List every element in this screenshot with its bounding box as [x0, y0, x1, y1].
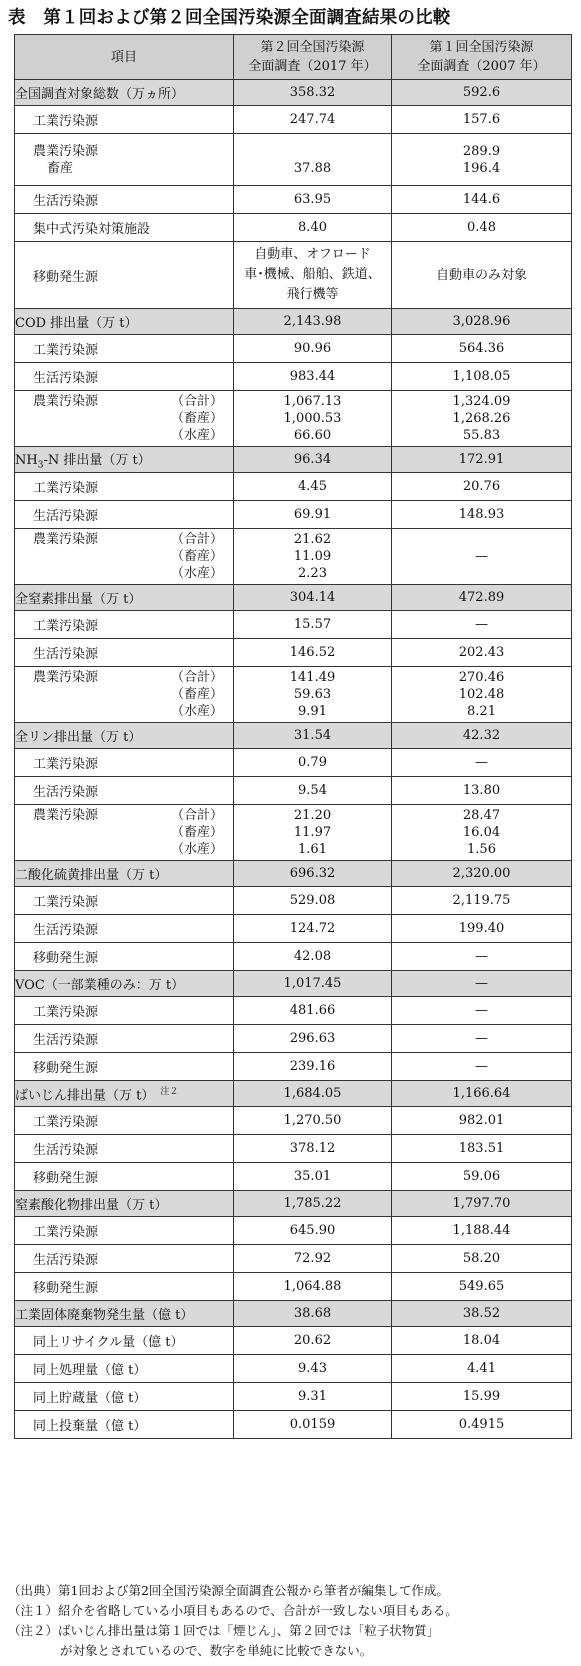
value-2007: 15.99: [392, 1383, 572, 1411]
value-2017: 358.32: [234, 80, 392, 106]
value-2007: 1,797.70: [392, 1191, 572, 1217]
value-2017: 2,143.98: [234, 309, 392, 335]
note-source: （出典）第1回および第2回全国汚染源全面調査公報から筆者が編集して作成。: [8, 1583, 449, 1598]
row-label-group: [33, 531, 233, 582]
footnotes: [8, 1581, 574, 1661]
value-2017: 90.96: [234, 335, 392, 363]
value-2007: 38.52: [392, 1301, 572, 1327]
value-2017-line: [234, 143, 391, 160]
value-2017: 9.31: [234, 1383, 392, 1411]
header-item: 項目: [15, 35, 234, 80]
category-label-part: -N 排出量（万 t）: [43, 452, 151, 468]
value-2007: 202.43: [392, 639, 572, 667]
page-title: 表 第１回および第２回全国汚染源全面調査結果の比較: [8, 8, 451, 28]
row-label: 生活汚染源: [15, 186, 234, 214]
category-label-text: 窒素酸化物排出量（万 t）: [15, 1198, 168, 1213]
breakdown-label: （合計）: [170, 532, 223, 547]
row-label-line: 畜産: [47, 160, 74, 176]
row-label: 生活汚染源: [15, 777, 234, 805]
row-label: [15, 667, 234, 723]
table-row: [15, 887, 572, 915]
value-2007: [392, 667, 572, 723]
value-2007: 564.36: [392, 335, 572, 363]
breakdown-label: （畜産）: [170, 549, 223, 564]
row-label-group: [33, 807, 233, 858]
row-label-text: 農業汚染源: [33, 670, 99, 685]
value-2017-line: 141.49: [289, 670, 336, 685]
row-label: 生活汚染源: [15, 915, 234, 943]
value-2017: 0.0159: [234, 1411, 392, 1439]
value-2007: 148.93: [392, 501, 572, 529]
value-2017: 1,270.50: [234, 1107, 392, 1135]
table-row: [15, 186, 572, 214]
table-row: [15, 639, 572, 667]
table-row: [15, 805, 572, 861]
table-row: [15, 1383, 572, 1411]
value-2007: 157.6: [392, 106, 572, 134]
table-row: [15, 1107, 572, 1135]
value-2017: 69.91: [234, 501, 392, 529]
table-row: [15, 611, 572, 639]
value-2017: 1,684.05: [234, 1081, 392, 1107]
header-survey-2007-line2: 全面調査（2007 年）: [417, 59, 546, 74]
value-2007: 58.20: [392, 1245, 572, 1273]
breakdown-label: （畜産）: [170, 687, 223, 702]
value-2017-line: 66.60: [293, 428, 332, 443]
row-label: 集中式汚染対策施設: [15, 214, 234, 242]
note-2-continued: が対象とされているので、数字を単純に比較できない。: [60, 1643, 373, 1658]
category-label-text: VOC（一部業種のみ：万 t）: [15, 978, 185, 993]
row-label: 工業汚染源: [15, 749, 234, 777]
row-label: [15, 391, 234, 447]
value-2007: —: [392, 1025, 572, 1053]
row-label: 移動発生源: [15, 242, 234, 309]
value-2007: —: [392, 1053, 572, 1081]
category-label: [15, 1191, 234, 1217]
category-label: [15, 971, 234, 997]
value-2007: 549.65: [392, 1273, 572, 1301]
row-label-line: 農業汚染源: [33, 143, 99, 159]
value-2007: 982.01: [392, 1107, 572, 1135]
row-label: [15, 529, 234, 585]
value-2007: [392, 391, 572, 447]
category-label: [15, 80, 234, 106]
table-row: [15, 335, 572, 363]
value-2007-line: 8.21: [467, 704, 496, 719]
table-body: [15, 80, 572, 1439]
value-2017: 146.52: [234, 639, 392, 667]
value-2007-line: —: [475, 549, 488, 564]
comparison-table: [14, 34, 572, 1439]
table-row: [15, 363, 572, 391]
row-label-text: 農業汚染源: [33, 808, 99, 823]
value-2007-line: [392, 565, 571, 582]
value-2007-line: 196.4: [462, 160, 501, 176]
category-row: [15, 447, 572, 473]
breakdown-label: （畜産）: [170, 825, 223, 840]
value-2017: 0.79: [234, 749, 392, 777]
value-2017: 72.92: [234, 1245, 392, 1273]
table-row: [15, 106, 572, 134]
value-2017: 35.01: [234, 1163, 392, 1191]
row-label: 生活汚染源: [15, 1135, 234, 1163]
value-2007: 199.40: [392, 915, 572, 943]
value-2007-line: 55.83: [462, 428, 501, 443]
table-row: [15, 1135, 572, 1163]
value-2017: 42.08: [234, 943, 392, 971]
value-2017-line: 自動車、オフロード: [254, 247, 371, 262]
row-label: 工業汚染源: [15, 997, 234, 1025]
value-2017-line: 11.09: [293, 549, 332, 564]
value-2017: [234, 667, 392, 723]
value-2017: [234, 391, 392, 447]
header-survey-2017-line2: 全面調査（2017 年）: [248, 59, 377, 74]
value-2007: —: [392, 997, 572, 1025]
value-2017: 239.16: [234, 1053, 392, 1081]
value-2017-line: 1,000.53: [283, 411, 342, 426]
row-label: 同上貯蔵量（億 t）: [15, 1383, 234, 1411]
category-label-text: 全窒素排出量（万 t）: [15, 592, 142, 607]
value-2017: [234, 529, 392, 585]
value-2007: 3,028.96: [392, 309, 572, 335]
value-2017-line: 59.63: [293, 687, 332, 702]
row-label: 生活汚染源: [15, 639, 234, 667]
value-2017-line: 車･機械、船舶、鉄道、: [244, 267, 381, 282]
value-2017: 15.57: [234, 611, 392, 639]
value-2017: 96.34: [234, 447, 392, 473]
value-2007: 42.32: [392, 723, 572, 749]
value-2017-line: 1.61: [298, 842, 327, 857]
value-2017: 645.90: [234, 1217, 392, 1245]
row-label-text: 農業汚染源: [33, 532, 99, 547]
row-label: 工業汚染源: [15, 611, 234, 639]
category-label-text: 全リン排出量（万 t）: [15, 730, 142, 745]
value-2007-line: 289.9: [462, 143, 501, 159]
category-label: [15, 1081, 234, 1107]
category-label-text: 二酸化硫黄排出量（万 t）: [15, 868, 168, 883]
value-2017: 1,785.22: [234, 1191, 392, 1217]
value-2007: 1,166.64: [392, 1081, 572, 1107]
category-row: [15, 861, 572, 887]
value-2007: [392, 529, 572, 585]
value-2017-line: 1,067.13: [283, 394, 342, 409]
table-header-row: [15, 35, 572, 80]
row-label: 生活汚染源: [15, 1245, 234, 1273]
subscript-3: 3: [37, 460, 44, 471]
value-2007-line: 28.47: [462, 808, 501, 823]
value-2017: [234, 134, 392, 186]
value-2017: 529.08: [234, 887, 392, 915]
value-2007: 2,320.00: [392, 861, 572, 887]
value-2017: 20.62: [234, 1327, 392, 1355]
category-label-text: ばいじん排出量（万 t）: [15, 1088, 155, 1104]
value-2007: 4.41: [392, 1355, 572, 1383]
row-label: 工業汚染源: [15, 473, 234, 501]
row-label-group: [33, 393, 233, 444]
value-2007-line: 1,268.26: [452, 411, 511, 426]
value-2007-line: 1.56: [467, 842, 496, 857]
value-2017: 1,064.88: [234, 1273, 392, 1301]
breakdown-label: （合計）: [170, 808, 223, 823]
value-2007: 13.80: [392, 777, 572, 805]
value-2017: 304.14: [234, 585, 392, 611]
value-2017: 9.43: [234, 1355, 392, 1383]
value-2007: 20.76: [392, 473, 572, 501]
note-1: （注１）紹介を省略している小項目もあるので、合計が一致しない項目もある。: [8, 1603, 458, 1618]
table-row: [15, 1327, 572, 1355]
value-2017: 9.54: [234, 777, 392, 805]
category-label: [15, 723, 234, 749]
category-row: [15, 585, 572, 611]
value-2017: 1,017.45: [234, 971, 392, 997]
row-label: 工業汚染源: [15, 106, 234, 134]
value-2017: 38.68: [234, 1301, 392, 1327]
table-row: [15, 943, 572, 971]
category-row: [15, 309, 572, 335]
value-2017: [234, 805, 392, 861]
table-row: [15, 134, 572, 186]
breakdown-label: （水産）: [170, 428, 223, 443]
value-2007: 472.89: [392, 585, 572, 611]
category-row: [15, 1081, 572, 1107]
row-label-group: [33, 669, 233, 720]
category-row: [15, 971, 572, 997]
table-row: [15, 1273, 572, 1301]
category-row: [15, 1191, 572, 1217]
value-2007: 0.48: [392, 214, 572, 242]
value-2017: 481.66: [234, 997, 392, 1025]
row-label: 同上投棄量（億 t）: [15, 1411, 234, 1439]
table-row: [15, 667, 572, 723]
category-row: [15, 80, 572, 106]
row-label: 生活汚染源: [15, 501, 234, 529]
table-row: [15, 1411, 572, 1439]
header-survey-2017-line1: 第２回全国汚染源: [260, 40, 365, 55]
table-row: [15, 777, 572, 805]
value-2017-line: 9.91: [298, 704, 327, 719]
value-2007: 1,108.05: [392, 363, 572, 391]
category-label-part: NH: [15, 452, 38, 468]
table-row: [15, 1245, 572, 1273]
row-label: 移動発生源: [15, 943, 234, 971]
breakdown-label: （合計）: [170, 670, 223, 685]
value-2017: 124.72: [234, 915, 392, 943]
value-2017: 31.54: [234, 723, 392, 749]
value-2007: [392, 805, 572, 861]
value-2007: —: [392, 943, 572, 971]
row-label: 工業汚染源: [15, 335, 234, 363]
value-2017: 247.74: [234, 106, 392, 134]
category-row: [15, 723, 572, 749]
row-label: 移動発生源: [15, 1273, 234, 1301]
row-label-text: 農業汚染源: [33, 394, 99, 409]
row-label: 移動発生源: [15, 1163, 234, 1191]
footnote-marker: 注２: [160, 1086, 179, 1097]
category-label-text: COD 排出量（万 t）: [15, 316, 138, 331]
value-2007: —: [392, 611, 572, 639]
category-label: [15, 447, 234, 473]
value-2007: 592.6: [392, 80, 572, 106]
category-row: [15, 1301, 572, 1327]
category-label-text: 全国調査対象総数（万ヵ所）: [15, 87, 185, 102]
value-2007-line: 102.48: [458, 687, 505, 702]
value-2007: 0.4915: [392, 1411, 572, 1439]
table-row: [15, 1355, 572, 1383]
header-survey-2007: [392, 35, 572, 80]
row-label: [15, 805, 234, 861]
breakdown-labels: [171, 807, 223, 858]
value-2017-line: 11.97: [293, 825, 332, 840]
value-2017: 63.95: [234, 186, 392, 214]
breakdown-labels: [171, 393, 223, 444]
table-row: [15, 242, 572, 309]
value-2017: 696.32: [234, 861, 392, 887]
value-2017-line: 37.88: [293, 160, 332, 176]
value-2017: 378.12: [234, 1135, 392, 1163]
value-2007: 自動車のみ対象: [392, 242, 572, 309]
breakdown-label: （水産）: [170, 704, 223, 719]
value-2007: [392, 134, 572, 186]
breakdown-labels: [171, 531, 223, 582]
row-label: 生活汚染源: [15, 363, 234, 391]
value-2007: 2,119.75: [392, 887, 572, 915]
value-2007-line: [392, 531, 571, 548]
breakdown-label: （畜産）: [170, 411, 223, 426]
table-row: [15, 749, 572, 777]
row-label: 生活汚染源: [15, 1025, 234, 1053]
value-2007: 1,188.44: [392, 1217, 572, 1245]
value-2007-line: 1,324.09: [452, 394, 511, 409]
value-2007-line: 16.04: [462, 825, 501, 840]
row-label: 移動発生源: [15, 1053, 234, 1081]
value-2017-line: 2.23: [298, 566, 327, 581]
value-2007: 144.6: [392, 186, 572, 214]
value-2017: 8.40: [234, 214, 392, 242]
table-row: [15, 1053, 572, 1081]
value-2007: —: [392, 749, 572, 777]
value-2007: 172.91: [392, 447, 572, 473]
value-2007: —: [392, 971, 572, 997]
value-2017: 983.44: [234, 363, 392, 391]
table-row: [15, 501, 572, 529]
table-row: [15, 214, 572, 242]
value-2017: [234, 242, 392, 309]
row-label: 工業汚染源: [15, 1217, 234, 1245]
table-row: [15, 1163, 572, 1191]
value-2007: 183.51: [392, 1135, 572, 1163]
row-label: 工業汚染源: [15, 887, 234, 915]
value-2017-line: 21.62: [293, 532, 332, 547]
table-row: [15, 473, 572, 501]
value-2007: 18.04: [392, 1327, 572, 1355]
breakdown-label: （合計）: [170, 394, 223, 409]
category-label: [15, 861, 234, 887]
breakdown-label: （水産）: [170, 842, 223, 857]
value-2017-line: 21.20: [293, 808, 332, 823]
table-row: [15, 529, 572, 585]
table-row: [15, 915, 572, 943]
table-row: [15, 997, 572, 1025]
note-2: （注２）ばいじん排出量は第１回では「煙じん」、第２回では「粒子状物質」: [8, 1623, 440, 1638]
category-label: [15, 309, 234, 335]
value-2017: 4.45: [234, 473, 392, 501]
row-label: [15, 134, 234, 186]
category-label-text: 工業固体廃棄物発生量（億 t）: [15, 1308, 194, 1323]
value-2017: 296.63: [234, 1025, 392, 1053]
table-row: [15, 1217, 572, 1245]
breakdown-labels: [171, 669, 223, 720]
value-2007-line: 270.46: [458, 670, 505, 685]
row-label: 工業汚染源: [15, 1107, 234, 1135]
row-label: 同上処理量（億 t）: [15, 1355, 234, 1383]
category-label: [15, 585, 234, 611]
category-label: [15, 1301, 234, 1327]
header-survey-2017: [234, 35, 392, 80]
value-2007: 59.06: [392, 1163, 572, 1191]
header-survey-2007-line1: 第１回全国汚染源: [429, 40, 534, 55]
table-row: [15, 391, 572, 447]
value-2017-line: 飛行機等: [286, 287, 339, 302]
table-row: [15, 1025, 572, 1053]
row-label: 同上リサイクル量（億 t）: [15, 1327, 234, 1355]
breakdown-label: （水産）: [170, 566, 223, 581]
